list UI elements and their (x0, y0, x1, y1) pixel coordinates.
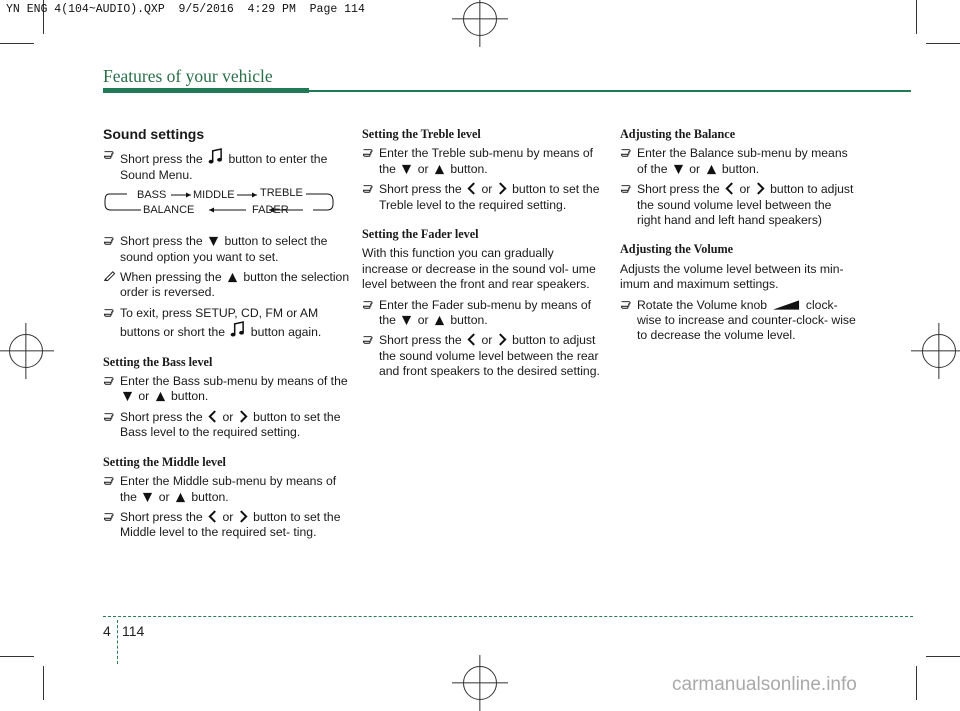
instruction-text: Short press the (637, 182, 720, 197)
body-paragraph: Adjusts the volume level between its min- imum and maximum settings. (620, 261, 844, 292)
right-chevron-icon (756, 182, 765, 195)
up-triangle-icon (227, 272, 238, 283)
instruction-item (103, 270, 353, 301)
column-left (103, 127, 353, 546)
down-triangle-icon (401, 315, 412, 326)
registration-target-icon (463, 666, 497, 700)
instruction-item (103, 510, 353, 541)
subsection-heading: Setting the Fader level (362, 227, 479, 242)
diagram-label-fader: FADER (252, 204, 289, 217)
instruction-text: button to set the Middle level to the required set- ting. (120, 509, 341, 540)
instruction-text: button to set the Treble level to the required setting. (379, 182, 600, 212)
subsection-heading: Setting the Treble level (362, 127, 481, 141)
instruction-item (620, 182, 858, 228)
up-triangle-icon (434, 315, 445, 326)
pointing-hand-icon (103, 148, 117, 159)
footer-divider (117, 620, 119, 664)
pointing-hand-icon (103, 410, 117, 421)
instruction-text: button. (721, 161, 760, 176)
crop-mark (916, 0, 917, 34)
instruction-item (362, 146, 602, 177)
instruction-text: Enter the Treble sub-menu by means of the (379, 146, 594, 176)
crop-mark (926, 43, 960, 44)
instruction-text: Short press the (120, 152, 203, 167)
instruction-text: To exit, press SETUP, CD, FM or AM buttons or short the (120, 305, 319, 340)
pointing-hand-icon (362, 146, 376, 157)
left-chevron-icon (725, 182, 734, 195)
up-triangle-icon (155, 391, 166, 402)
instruction-text: button to adjust the sound volume level between the right hand and left hand speakers) (637, 182, 854, 228)
instruction-text: Short press the (120, 509, 203, 524)
title-bar (103, 88, 309, 93)
right-chevron-icon (498, 182, 507, 195)
left-chevron-icon (467, 182, 476, 195)
instruction-text: button to adjust the sound volume level between the rear and front speakers to the desired setting. (379, 333, 600, 379)
right-chevron-icon (239, 410, 248, 423)
instruction-text: or (158, 489, 170, 504)
diagram-label-treble: TREBLE (260, 187, 303, 200)
instruction-text: clock- wise to increase and counter-clock- wise to decrease the volume level. (637, 297, 856, 343)
note-pencil-icon (103, 270, 117, 281)
instruction-item (620, 298, 858, 344)
diagram-label-balance: BALANCE (143, 204, 195, 217)
instruction-text: Short press the (379, 333, 462, 348)
left-chevron-icon (208, 410, 217, 423)
pointing-hand-icon (103, 234, 117, 245)
pointing-hand-icon (620, 146, 634, 157)
right-chevron-icon (498, 333, 507, 346)
left-chevron-icon (208, 510, 217, 523)
pointing-hand-icon (362, 182, 376, 193)
crop-mark (926, 656, 960, 657)
right-chevron-icon (239, 510, 248, 523)
registration-target-icon (922, 334, 956, 368)
instruction-text: Short press the (379, 182, 462, 197)
instruction-text: Enter the Balance sub-menu by means of the (637, 146, 848, 176)
music-note-icon (208, 148, 223, 165)
instruction-text: button. (450, 313, 488, 328)
up-triangle-icon (175, 492, 186, 503)
instruction-text: Enter the Fader sub-menu by means of the (379, 297, 592, 328)
crop-mark (916, 666, 917, 700)
crop-mark (0, 656, 34, 657)
instruction-item (103, 410, 353, 441)
left-chevron-icon (467, 333, 476, 346)
instruction-text: button to enter the Sound Menu. (120, 152, 328, 182)
column-right (620, 127, 858, 349)
up-triangle-icon (706, 164, 717, 175)
instruction-item (103, 234, 353, 265)
instruction-text: button the selection order is reversed. (120, 270, 350, 300)
down-triangle-icon (122, 391, 133, 402)
pointing-hand-icon (103, 306, 117, 317)
pointing-hand-icon (362, 298, 376, 309)
instruction-item (103, 374, 353, 405)
instruction-item (103, 148, 353, 183)
column-middle (362, 127, 602, 385)
volume-knob-icon (772, 299, 800, 311)
instruction-text: or (417, 313, 429, 328)
instruction-text: or (481, 182, 493, 197)
instruction-text: button. (450, 161, 488, 176)
instruction-text: Enter the Middle sub-menu by means of the (120, 474, 337, 504)
title-rule (309, 90, 911, 92)
up-triangle-icon (434, 164, 445, 175)
down-triangle-icon (208, 236, 219, 247)
instruction-text: Short press the (120, 234, 203, 249)
instruction-text: button to select the sound option you want to set. (120, 234, 328, 264)
down-triangle-icon (142, 492, 153, 503)
registration-target-icon (9, 334, 43, 368)
instruction-text: or (689, 161, 701, 176)
instruction-item (362, 298, 602, 329)
diagram-label-bass: BASS (137, 189, 167, 202)
sound-menu-cycle-diagram (103, 188, 353, 224)
subsection-heading: Adjusting the Volume (620, 242, 734, 257)
instruction-text: Rotate the Volume knob (637, 297, 768, 312)
instruction-text: button. (191, 489, 229, 504)
print-file-header: YN ENG 4(104~AUDIO).QXP 9/5/2016 4:29 PM Page 114 (6, 3, 365, 16)
diagram-label-middle: MIDDLE (193, 189, 235, 202)
crop-mark (43, 666, 44, 700)
instruction-text: button again. (250, 325, 322, 340)
instruction-text: Enter the Bass sub-menu by means of the (120, 374, 348, 389)
pointing-hand-icon (103, 510, 117, 521)
pointing-hand-icon (620, 298, 634, 309)
instruction-text: button to set the Bass level to the required setting. (120, 409, 341, 440)
instruction-text: When pressing the (120, 270, 222, 285)
crop-mark (0, 43, 34, 44)
instruction-item (103, 474, 353, 505)
instruction-text: or (222, 509, 234, 524)
subsection-heading: Setting the Middle level (103, 454, 226, 469)
instruction-text: or (481, 333, 493, 348)
registration-target-icon (463, 2, 497, 36)
instruction-text: or (739, 182, 751, 197)
music-note-icon (230, 321, 245, 338)
down-triangle-icon (673, 164, 684, 175)
pointing-hand-icon (103, 374, 117, 385)
subsection-heading: Adjusting the Balance (620, 127, 736, 141)
instruction-text: or (417, 161, 429, 176)
pointing-hand-icon (103, 474, 117, 485)
down-triangle-icon (401, 164, 412, 175)
pointing-hand-icon (362, 333, 376, 344)
page-number: 114 (122, 623, 145, 639)
instruction-item (362, 182, 602, 213)
subsection-heading: Setting the Bass level (103, 354, 213, 369)
instruction-text: or (222, 409, 234, 424)
instruction-item (362, 333, 602, 379)
instruction-text: Short press the (120, 409, 203, 424)
chapter-number: 4 (103, 623, 111, 639)
section-heading: Sound settings (103, 126, 205, 142)
chapter-title: Features of your vehicle (103, 66, 273, 86)
instruction-item (103, 306, 353, 341)
instruction-text: button. (171, 389, 209, 404)
instruction-text: or (138, 389, 150, 404)
pointing-hand-icon (620, 182, 634, 193)
instruction-item (620, 146, 858, 177)
body-paragraph: With this function you can gradually increase or decrease in the sound vol- ume level between the front and rear speakers. (362, 246, 596, 292)
footer-rule (103, 616, 913, 617)
watermark: carmanualsonline.info (672, 674, 857, 695)
